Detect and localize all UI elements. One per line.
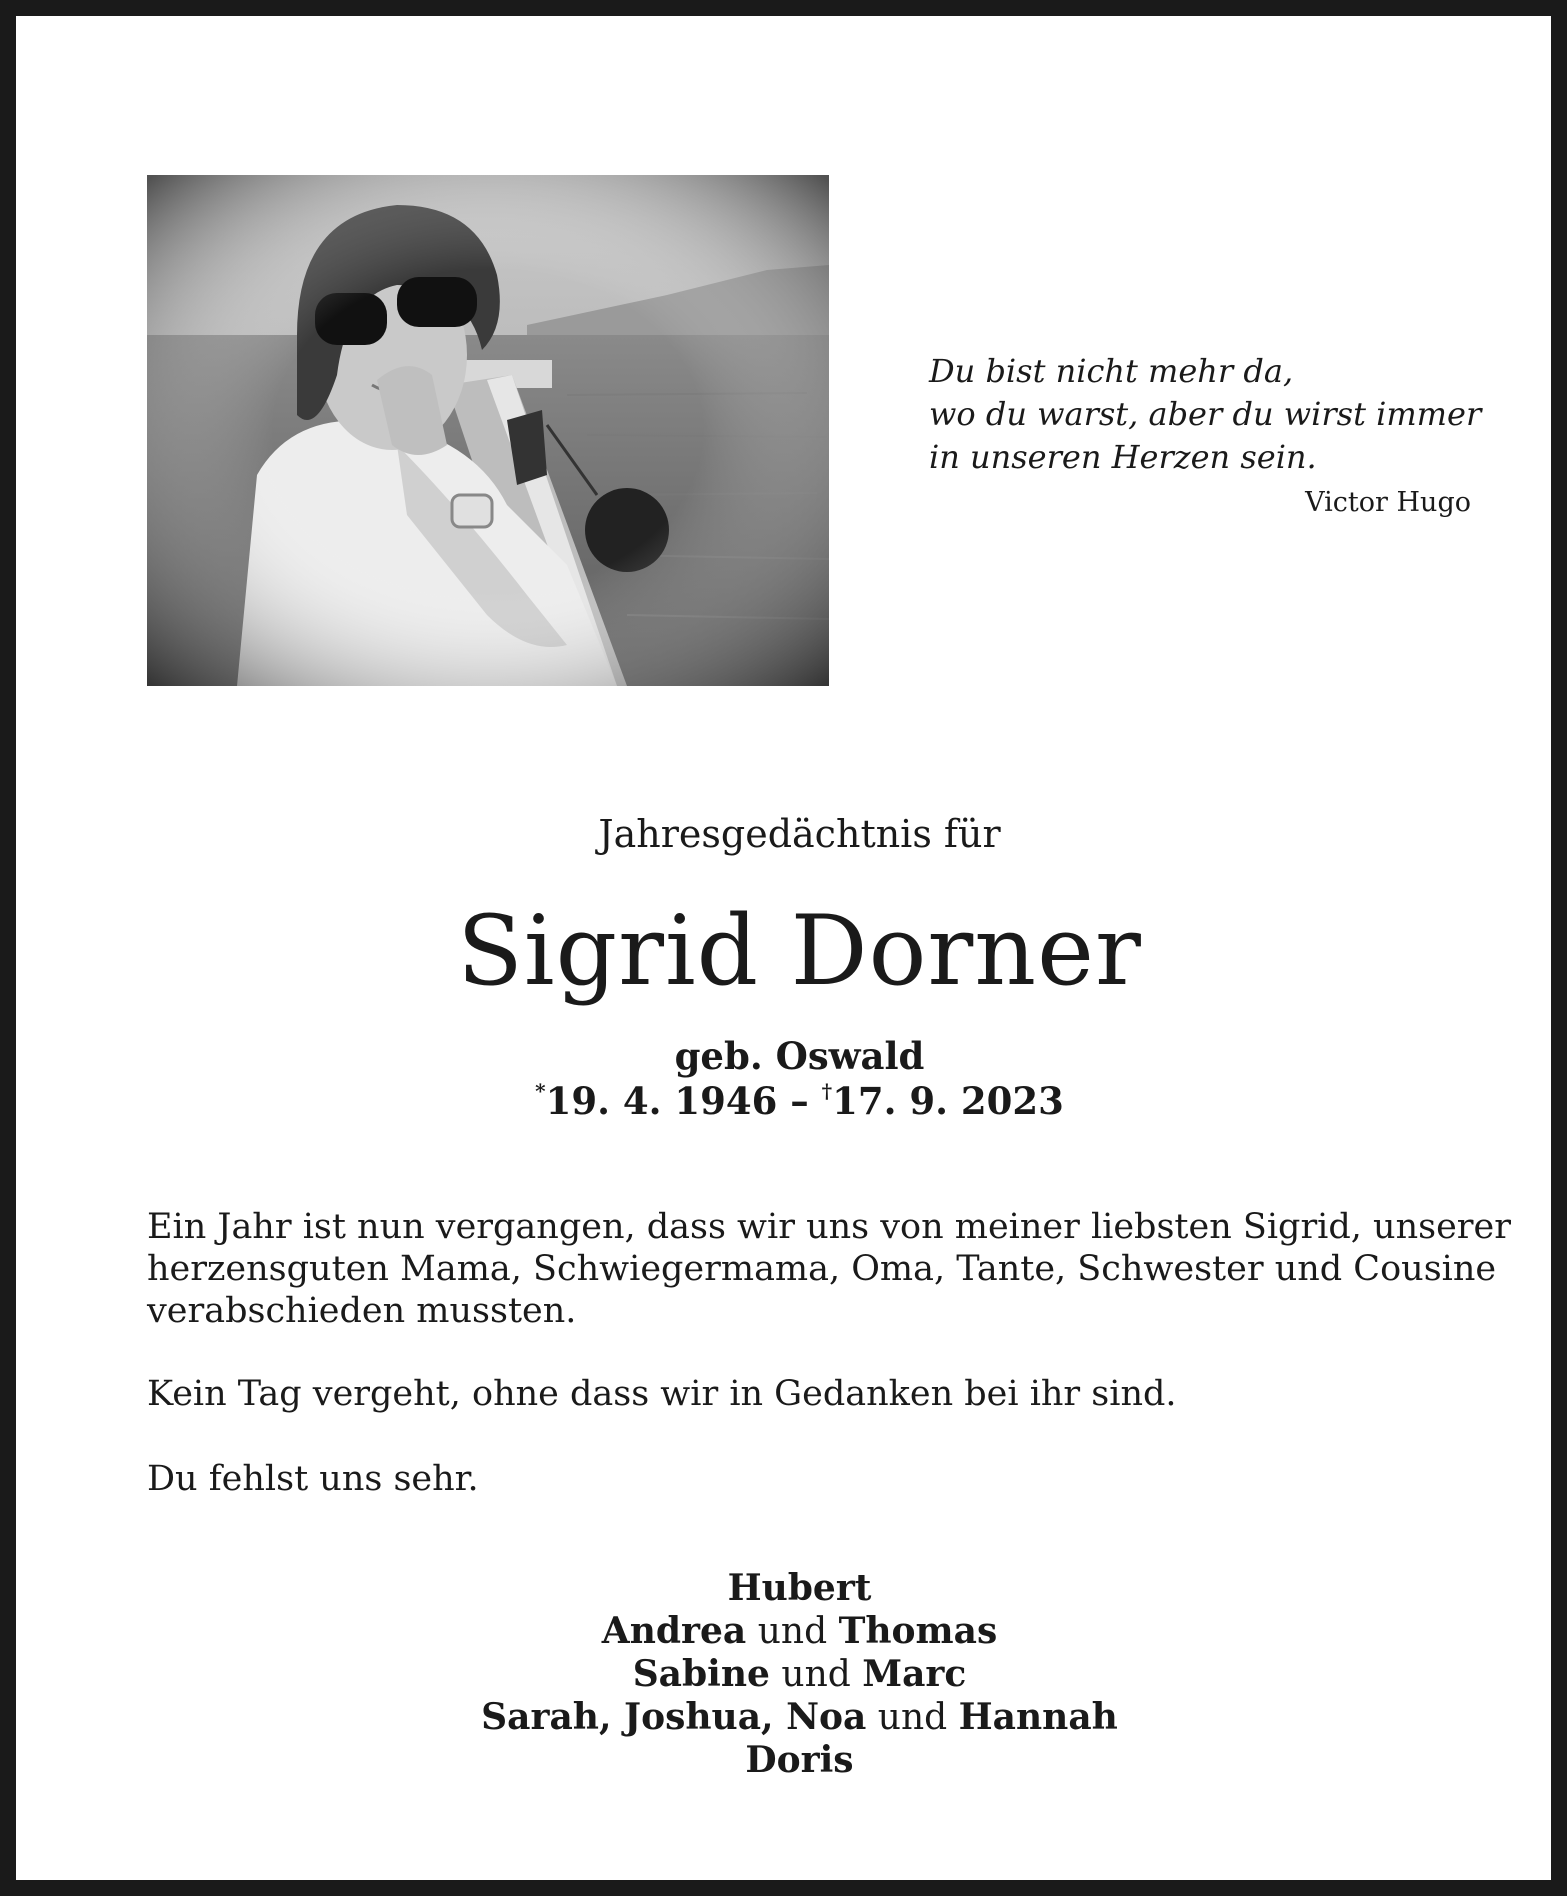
mourner-row (16, 1739, 1567, 1782)
life-dates (16, 1079, 1567, 1123)
maiden-name: geb. Oswald (674, 1034, 925, 1078)
mourner-name: Doris (745, 1739, 854, 1781)
mourner-name: Sabine (632, 1653, 770, 1695)
quote-line: Du bist nicht mehr da, (929, 352, 1294, 390)
death-symbol: † (821, 1079, 833, 1103)
mourner-row (16, 1567, 1567, 1610)
mourner-name: Andrea (601, 1610, 747, 1652)
paragraph-line: herzensguten Mama, Schwiegermama, Oma, Tante, Schwester und Cousine (147, 1249, 1497, 1289)
date-separator: – (777, 1079, 822, 1123)
quote-text (929, 350, 1489, 479)
mourner-conjunction: und (746, 1611, 839, 1652)
portrait-photo-image (147, 175, 829, 686)
mourners-list (16, 1567, 1567, 1782)
mourner-name: Hannah (958, 1696, 1118, 1738)
paragraph-line: Ein Jahr ist nun vergangen, dass wir uns von meiner liebsten Sigrid, unserer (147, 1207, 1511, 1247)
birth-date: 19. 4. 1946 (545, 1079, 778, 1123)
quote-block (929, 350, 1489, 518)
memorial-intro: Jahresgedächtnis für (598, 812, 1001, 856)
paragraph-missing: Du fehlst uns sehr. (147, 1459, 479, 1499)
paragraph-line: verabschieden mussten. (147, 1291, 577, 1331)
mourner-row (16, 1610, 1567, 1653)
birth-symbol: * (535, 1079, 546, 1103)
mourner-conjunction: und (866, 1697, 959, 1738)
paragraph-farewell (147, 1206, 1511, 1332)
mourner-name: Marc (862, 1653, 967, 1695)
mourner-name: Sarah, Joshua, Noa (481, 1696, 867, 1738)
death-date: 17. 9. 2023 (832, 1079, 1064, 1123)
quote-line: wo du warst, aber du wirst immer (929, 395, 1482, 433)
portrait-photo (147, 175, 829, 686)
mourner-row (16, 1653, 1567, 1696)
deceased-name: Sigrid Dorner (457, 895, 1142, 1007)
quote-author: Victor Hugo (1305, 487, 1471, 518)
quote-line: in unseren Herzen sein. (929, 438, 1317, 476)
mourner-name: Hubert (727, 1567, 872, 1609)
paragraph-thoughts: Kein Tag vergeht, ohne dass wir in Gedanken bei ihr sind. (147, 1374, 1177, 1414)
mourner-name: Thomas (838, 1610, 998, 1652)
mourner-conjunction: und (769, 1654, 863, 1695)
mourner-row (16, 1696, 1567, 1739)
